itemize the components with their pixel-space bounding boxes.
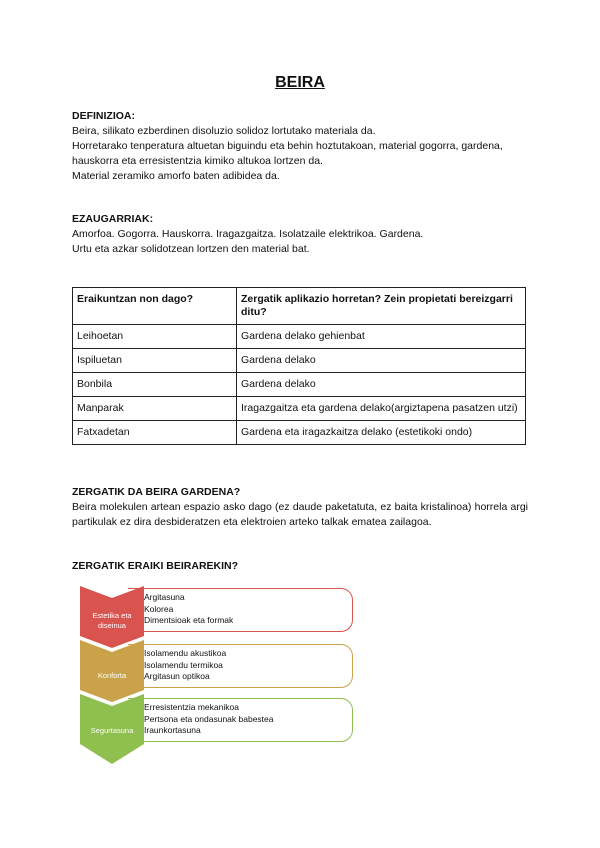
table-cell: Gardena delako gehienbat [237,325,526,349]
table-cell: Iragazgaitza eta gardena delako(argiztapena pasatzen utzi) [237,397,526,421]
chevron-label: Konforta [97,671,127,680]
why-transparent-text: Beira molekulen artean espazio asko dago (ez daude paketatuta, ez baita kristalinoa) horrela argi partikulak ez dira desbideratzen eta elektroien arteko talkak ematea zailagoa. [72,501,528,528]
table-header-row [73,288,526,325]
table-header-cell: Zergatik aplikazio horretan? Zein propietati bereizgarri ditu? [237,288,526,325]
table-cell: Gardena eta iragazkaitza delako (estetikoki ondo) [237,421,526,445]
definition-line: Material zeramiko amorfo baten adibidea da. [72,170,280,182]
benefit-item: • Iraunkortasuna [144,725,352,737]
benefit-box-aesthetics [128,588,353,632]
why-build-heading: ZERGATIK ERAIKI BEIRAREKIN? [72,560,239,572]
table-row [73,325,526,349]
table-cell: Gardena delako [237,373,526,397]
table-header-cell: Eraikuntzan non dago? [73,288,237,325]
benefit-box-safety [128,698,353,742]
features-line: Amorfoa. Gogorra. Hauskorra. Iragazgaitza. Isolatzaile elektrikoa. Gardena. [72,228,424,240]
table-cell: Bonbila [73,373,237,397]
table-cell: Fatxadetan [73,421,237,445]
definition-line: Beira, silikato ezberdinen disoluzio solidoz lortutako materiala da. [72,125,376,137]
benefit-item: • Argitasun optikoa [144,671,352,683]
table-cell: Gardena delako [237,349,526,373]
table-row [73,421,526,445]
table-row [73,349,526,373]
benefit-item: • Argitasuna [144,592,352,604]
chevron-label: Segurtasuna [90,726,134,735]
table-cell: Manparak [73,397,237,421]
benefit-item: • Erresistentzia mekanikoa [144,702,352,714]
benefit-item: • Dimentsioak eta formak [144,615,352,627]
table-row [73,373,526,397]
definition-line: Horretarako tenperatura altuetan biguindu eta behin hoztutakoan, material gogorra, gardena, hauskorra eta erresistentzia kimiko altukoa lortzen da. [72,140,503,167]
benefit-item: • Pertsona eta ondasunak babestea [144,714,352,726]
benefit-item: • Isolamendu akustikoa [144,648,352,660]
table-cell: Leihoetan [73,325,237,349]
why-transparent-heading: ZERGATIK DA BEIRA GARDENA? [72,486,241,498]
features-line: Urtu eta azkar solidotzean lortzen den material bat. [72,243,310,255]
table-cell: Ispiluetan [73,349,237,373]
page-title: BEIRA [275,74,325,91]
benefit-item: • Kolorea [144,604,352,616]
definition-body [72,124,528,184]
usage-table [72,287,526,445]
features-body [72,227,528,257]
chevron-label: Estetika eta diseinua [92,611,132,630]
table-row [73,397,526,421]
benefit-item: • Isolamendu termikoa [144,660,352,672]
benefits-diagram [80,586,360,766]
features-heading: EZAUGARRIAK: [72,213,154,225]
benefit-box-comfort [128,644,353,688]
definition-heading: DEFINIZIOA: [72,110,135,122]
